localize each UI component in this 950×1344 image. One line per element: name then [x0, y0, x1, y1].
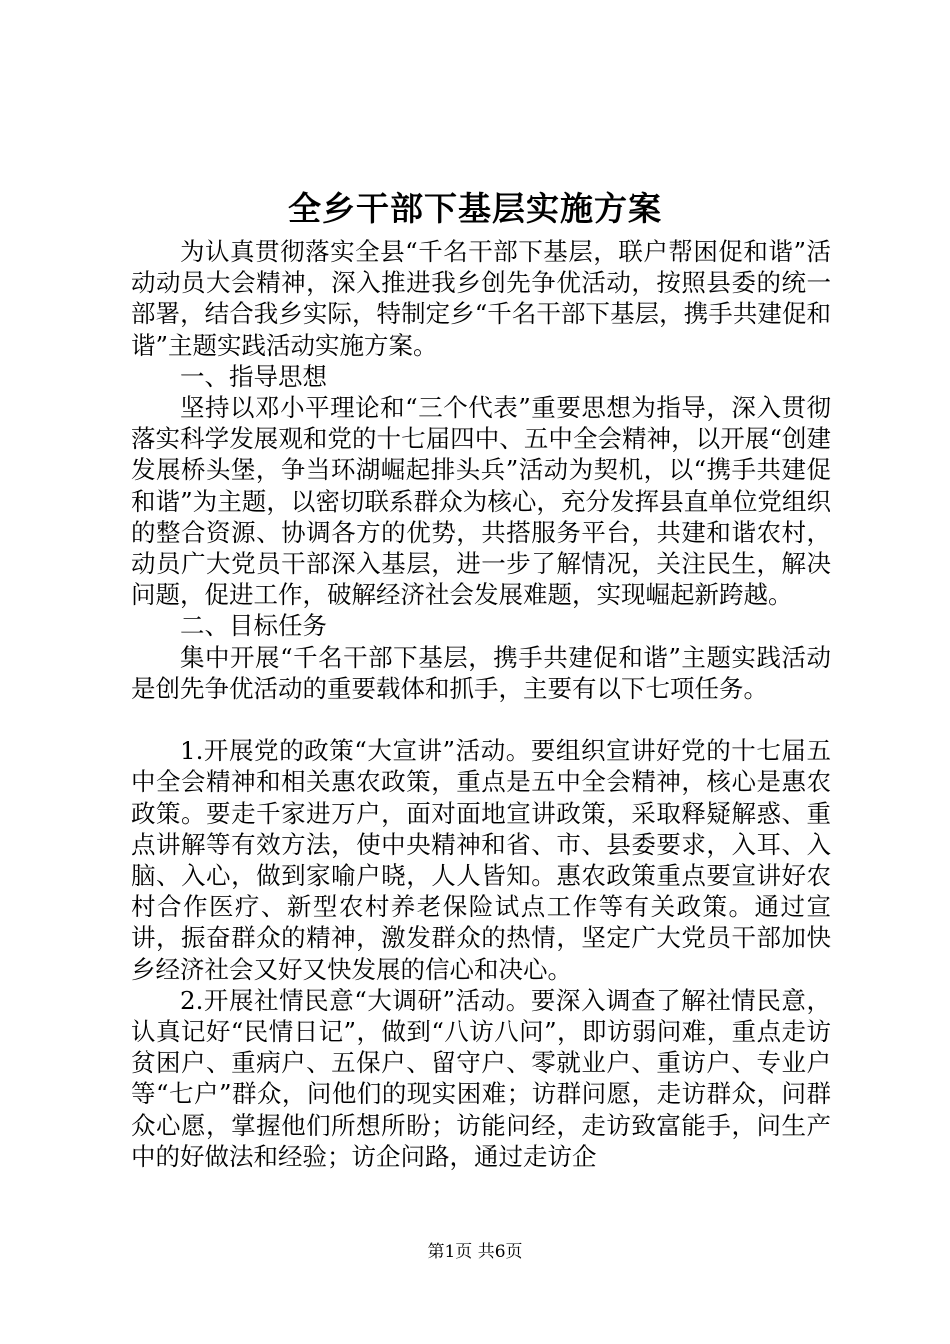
task-1-paragraph: 1.开展党的政策“大宣讲”活动。要组织宣讲好党的十七届五中全会精神和相关惠农政策，重点是五中全会精神，核心是惠农政策。要走千家进万户，面对面地宣讲政策，采取释疑解惑、重点讲解等有效方法，使中央精神和省、市、县委要求，入耳、入脑、入心，做到家喻户晓，人人皆知。惠农政策重点要宣讲好农村合作医疗、新型农村养老保险试点工作等有关政策。通过宣讲，振奋群众的精神，激发群众的热情，坚定广大党员干部加快乡经济社会又好又快发展的信心和决心。 — [131, 736, 831, 984]
section-heading-goals-tasks: 二、目标任务 — [180, 611, 327, 641]
document-title: 全乡干部下基层实施方案 — [288, 189, 662, 228]
goals-tasks-paragraph: 集中开展“千名干部下基层，携手共建促和谐”主题实践活动是创先争优活动的重要载体和抓手，主要有以下七项任务。 — [131, 642, 831, 703]
document-body — [131, 236, 831, 1172]
section-heading-guiding-ideology: 一、指导思想 — [180, 361, 327, 391]
blank-line — [131, 704, 831, 735]
intro-paragraph: 为认真贯彻落实全县“千名干部下基层，联户帮困促和谐”活动动员大会精神，深入推进我乡创先争优活动，按照县委的统一部署，结合我乡实际，特制定乡“千名干部下基层，携手共建促和谐”主题实践活动实施方案。 — [131, 237, 831, 360]
guiding-ideology-paragraph: 坚持以邓小平理论和“三个代表”重要思想为指导，深入贯彻落实科学发展观和党的十七届四中、五中全会精神，以开展“创建发展桥头堡，争当环湖崛起排头兵”活动为契机，以“携手共建促和谐”为主题，以密切联系群众为核心，充分发挥县直单位党组织的整合资源、协调各方的优势，共搭服务平台，共建和谐农村，动员广大党员干部深入基层，进一步了解情况，关注民生，解决问题，促进工作，破解经济社会发展难题，实现崛起新跨越。 — [131, 393, 831, 610]
task-2-paragraph: 2.开展社情民意“大调研”活动。要深入调查了解社情民意，认真记好“民情日记”，做到“八访八问”，即访弱问难，重点走访贫困户、重病户、五保户、留守户、零就业户、重访户、专业户等“七户”群众，问他们的现实困难；访群问愿，走访群众，问群众心愿，掌握他们所想所盼；访能问经，走访致富能手，问生产中的好做法和经验；访企问路，通过走访企 — [131, 985, 831, 1171]
page-number-footer: 第1页 共6页 — [427, 1242, 523, 1262]
